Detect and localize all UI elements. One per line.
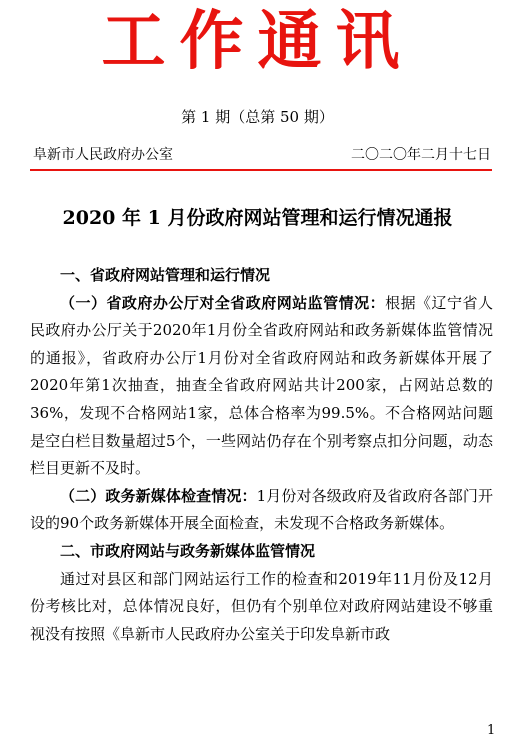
paragraph-text: 1月份对各级政府及省政府各部门开设的90个政务新媒体开展全面检查，未发现不合格政务新媒体。 [30, 486, 493, 533]
paragraph-text: 通过对县区和部门网站运行工作的检查和2019年11月份及12月份考核比对，总体情况良好，但仍有个别单位对政府网站建设不够重视没有按照《阜新市人民政府办公室关于印发阜新市政 [30, 569, 493, 643]
paragraph [30, 483, 493, 538]
issuing-office: 阜新市人民政府办公室 [33, 147, 173, 163]
issue-number: 第 1 期（总第 50 期） [181, 108, 334, 126]
issuer-row [33, 146, 491, 164]
section-heading-2: 二、市政府网站与政务新媒体监管情况 [60, 541, 316, 560]
paragraph-lead: （一）省政府办公厅对全省政府网站监管情况： [60, 293, 386, 312]
header-divider [30, 169, 492, 171]
paragraph-text: 根据《辽宁省人民政府办公厅关于2020年1月份全省政府网站和政务新媒体监管情况的通报》，省政府办公厅1月份对全省政府网站和政务新媒体开展了2020年第1次抽查，抽查全省政府网站共计200家，占网站总数的36%，发现不合格网站1家，总体合格率为99.5%。不合格网站问题是空白栏目数量超过5个，一些网站仍存在个别考察点扣分问题，动态栏目更新不及时。 [30, 293, 493, 478]
paragraph [30, 290, 493, 483]
issue-date: 二〇二〇年二月十七日 [351, 147, 491, 163]
page-number: 1 [487, 723, 496, 738]
document-title: 2020 年 1 月份政府网站管理和运行情况通报 [62, 207, 453, 229]
masthead-title: 工作通讯 [101, 5, 414, 79]
document-body [30, 262, 493, 648]
paragraph-lead: （二）政务新媒体检查情况： [60, 486, 257, 505]
section-heading-1: 一、省政府网站管理和运行情况 [60, 266, 271, 284]
paragraph [30, 566, 493, 649]
